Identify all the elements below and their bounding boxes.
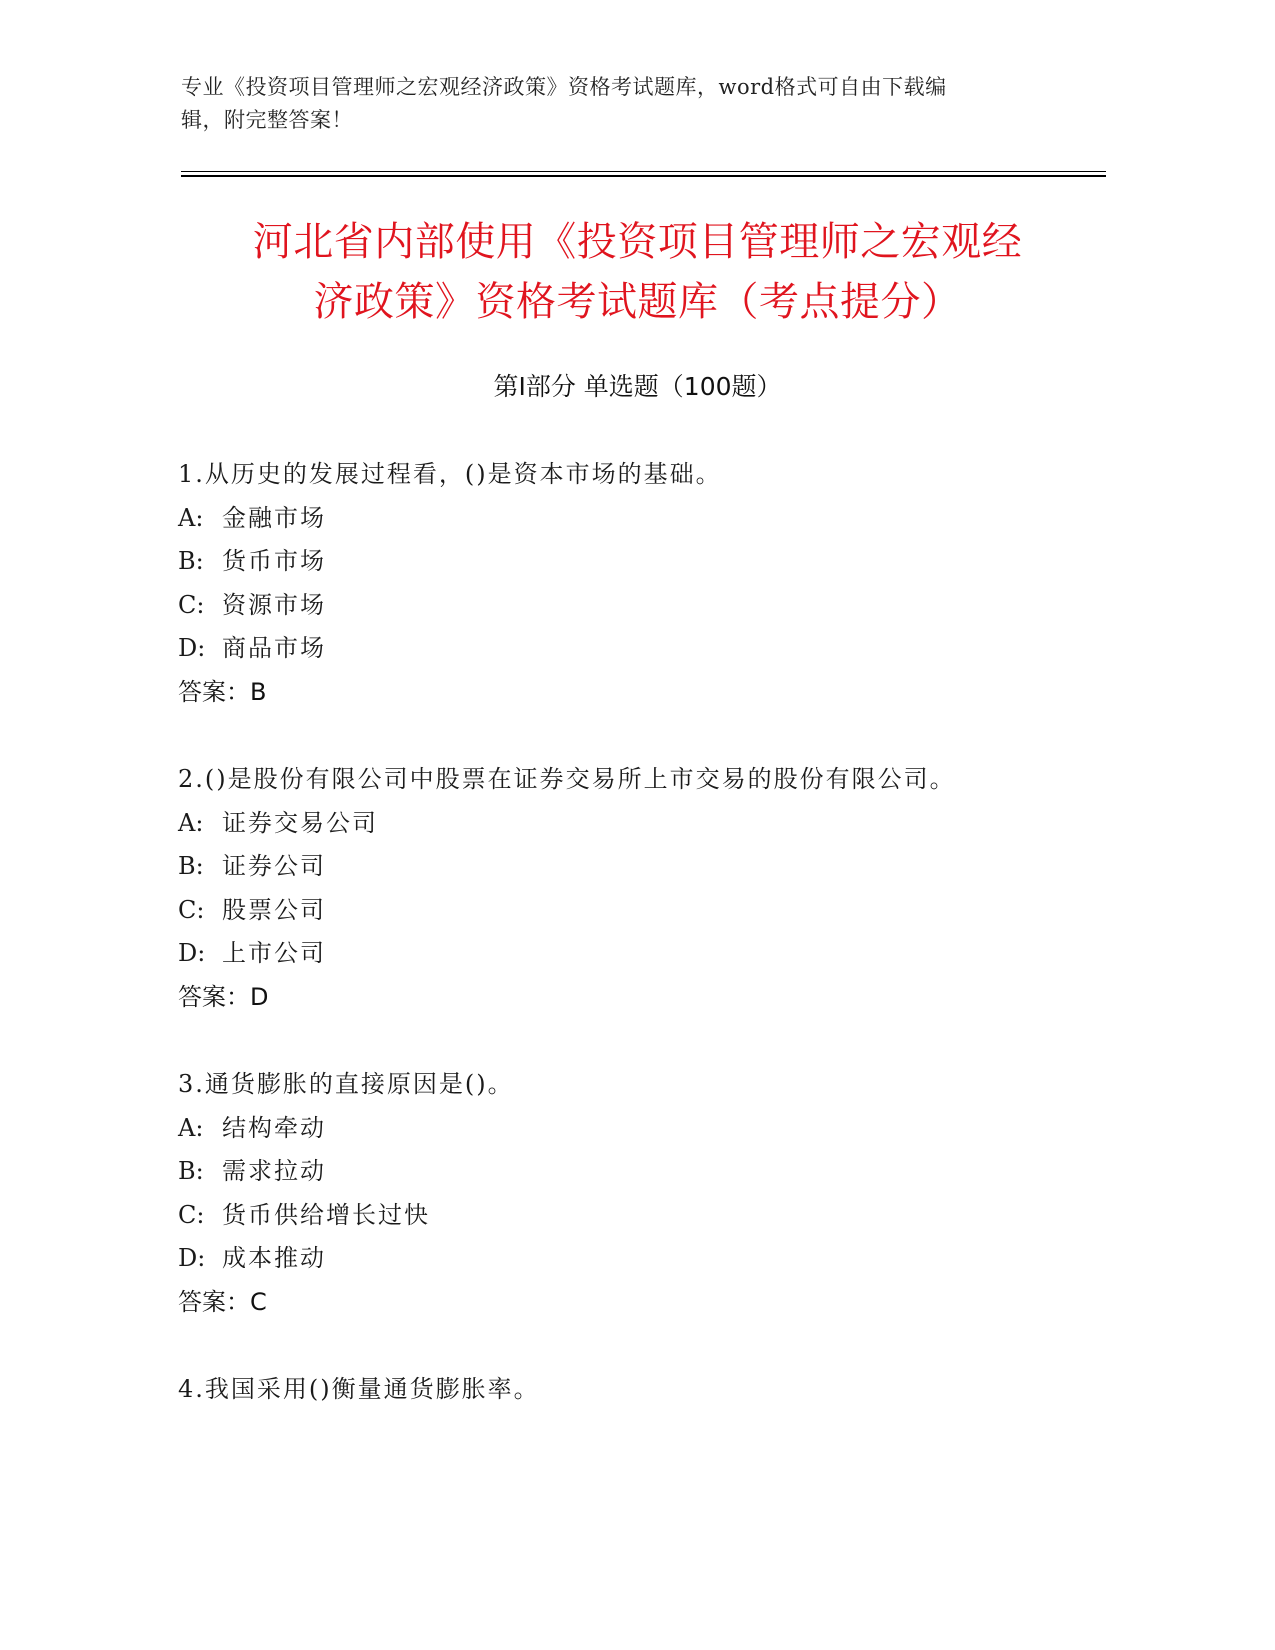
header-note-line-2: 辑，附完整答案！	[181, 108, 353, 132]
option-c	[178, 584, 1128, 628]
question-stem: 4.我国采用()衡量通货膨胀率。	[178, 1375, 540, 1403]
option-text: 证券公司	[222, 852, 326, 880]
question-list	[178, 453, 1128, 1456]
option-key: A:	[178, 1113, 204, 1142]
option-a	[178, 1107, 1128, 1151]
question-stem: 2.()是股份有限公司中股票在证券交易所上市交易的股份有限公司。	[178, 765, 956, 793]
option-key: A:	[178, 503, 204, 532]
question-stem: 1.从历史的发展过程看，()是资本市场的基础。	[178, 460, 722, 488]
option-text: 成本推动	[222, 1244, 326, 1272]
option-key: D:	[178, 1244, 206, 1272]
question-2	[178, 758, 1128, 1019]
question-3	[178, 1063, 1128, 1324]
header-rule-thin	[181, 171, 1106, 172]
document-title-line-2: 济政策》资格考试题库（考点提分）	[313, 279, 962, 325]
option-d	[178, 627, 1128, 671]
option-text: 股票公司	[222, 895, 326, 924]
option-text: 结构牵动	[222, 1113, 326, 1142]
header-rule-thick	[181, 175, 1106, 177]
option-text: 需求拉动	[222, 1157, 326, 1185]
option-text: 货币市场	[222, 547, 326, 575]
question-4	[178, 1368, 1128, 1412]
option-text: 上市公司	[222, 939, 326, 967]
option-text: 商品市场	[222, 634, 326, 662]
document-title	[150, 212, 1125, 332]
option-key: B:	[178, 1157, 204, 1185]
option-key: B:	[178, 547, 204, 575]
option-a	[178, 802, 1128, 846]
option-text: 资源市场	[222, 590, 326, 619]
option-a	[178, 497, 1128, 541]
option-c	[178, 1194, 1128, 1238]
option-text: 货币供给增长过快	[222, 1200, 430, 1229]
question-1	[178, 453, 1128, 714]
option-b	[178, 1150, 1128, 1194]
section-heading: 第Ⅰ部分 单选题（100题）	[493, 372, 782, 401]
option-key: C:	[178, 895, 205, 924]
option-text: 证券交易公司	[222, 808, 378, 837]
option-key: B:	[178, 852, 204, 880]
option-key: D:	[178, 634, 206, 662]
answer: 答案：B	[178, 677, 267, 706]
option-b	[178, 845, 1128, 889]
option-key: A:	[178, 808, 204, 837]
option-c	[178, 889, 1128, 933]
answer: 答案：C	[178, 1287, 267, 1316]
option-d	[178, 932, 1128, 976]
option-key: C:	[178, 1200, 205, 1229]
option-key: D:	[178, 939, 206, 967]
question-stem: 3.通货膨胀的直接原因是()。	[178, 1070, 514, 1098]
option-d	[178, 1237, 1128, 1281]
option-key: C:	[178, 590, 205, 619]
header-note	[181, 71, 1031, 137]
header-note-line-1: 专业《投资项目管理师之宏观经济政策》资格考试题库，word格式可自由下载编	[181, 75, 947, 99]
document-title-line-1: 河北省内部使用《投资项目管理师之宏观经	[252, 219, 1023, 265]
option-text: 金融市场	[222, 503, 326, 532]
answer: 答案：D	[178, 982, 269, 1011]
option-b	[178, 540, 1128, 584]
